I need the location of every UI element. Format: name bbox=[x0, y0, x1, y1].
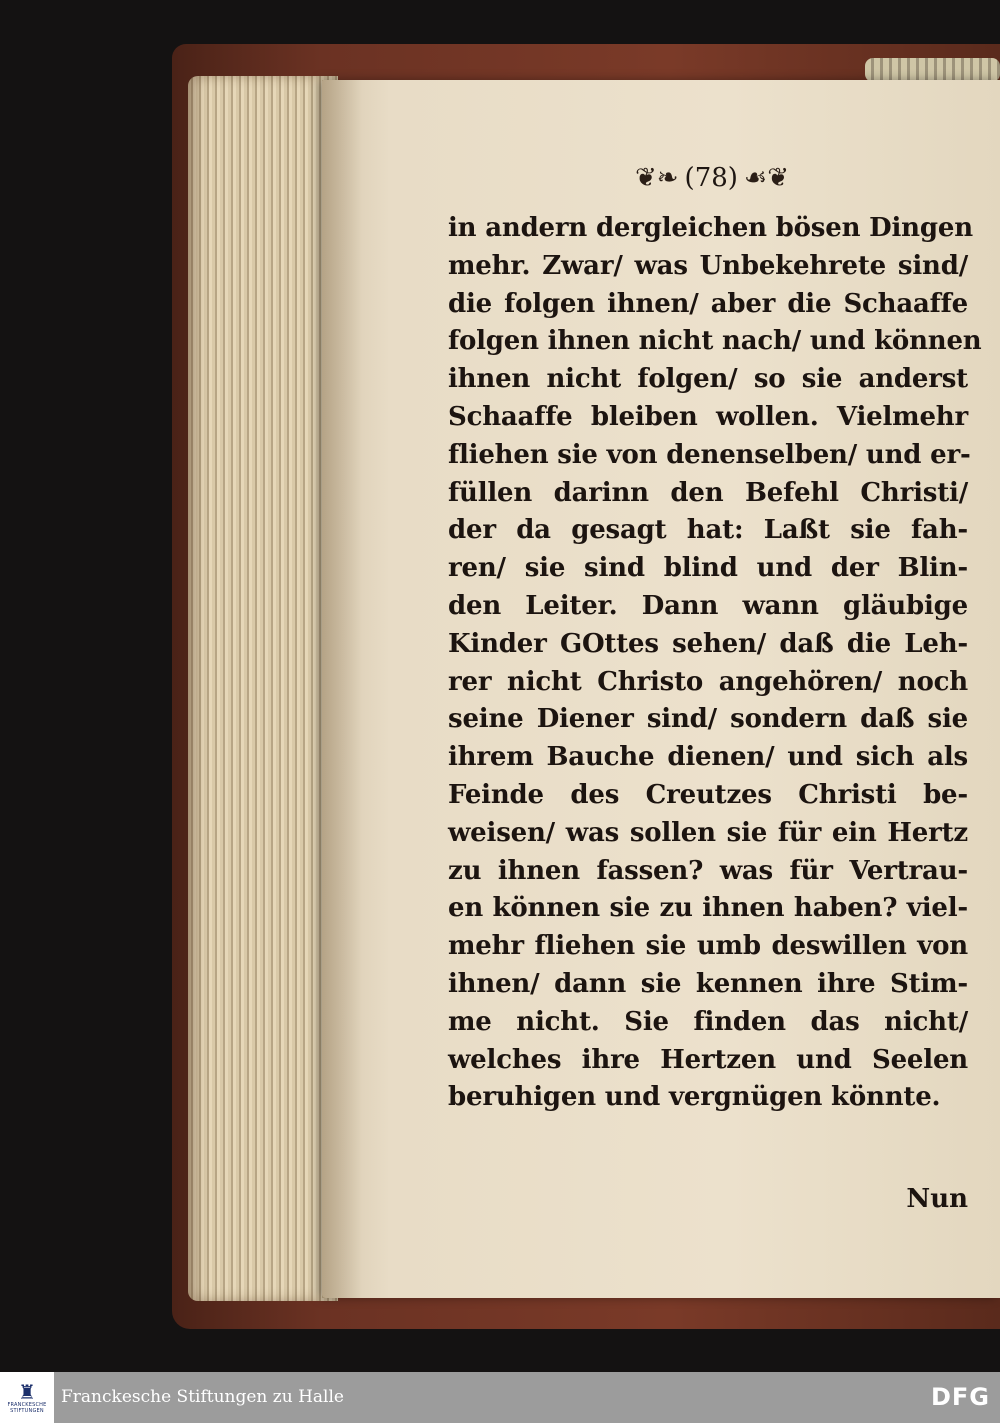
dfg-logo[interactable]: DFG bbox=[930, 1383, 990, 1411]
text-line: welches ihre Hertzen und Seelen bbox=[448, 1044, 968, 1075]
institution-name[interactable]: Franckesche Stiftungen zu Halle bbox=[61, 1387, 344, 1407]
text-line: Kinder GOttes sehen/ daß die Leh- bbox=[448, 628, 968, 659]
text-line: ihnen nicht folgen/ so sie anderst bbox=[448, 364, 968, 395]
book-page bbox=[322, 80, 1000, 1298]
text-line: weisen/ was sollen sie für ein Hertz bbox=[448, 817, 968, 848]
text-line: ihrem Bauche dienen/ und sich als bbox=[448, 742, 968, 773]
text-line: der da gesagt hat: Laßt sie fah- bbox=[448, 515, 968, 546]
text-line: Schaaffe bleiben wollen. Vielmehr bbox=[448, 401, 968, 432]
header-ornament-right: ☙❦ bbox=[743, 163, 790, 193]
gutter-shadow bbox=[322, 80, 362, 1298]
page-number: (78) bbox=[684, 163, 738, 193]
logo-text-line2: STIFTUNGEN bbox=[10, 1407, 44, 1414]
header-ornament-left: ❦❧ bbox=[634, 163, 679, 193]
text-line: füllen darinn den Befehl Christi/ bbox=[448, 477, 968, 508]
institution-emblem-icon: ♜ bbox=[18, 1379, 36, 1404]
text-line: beruhigen und vergnügen könnte. bbox=[448, 1082, 941, 1113]
text-line: fliehen sie von denenselben/ und er- bbox=[448, 439, 971, 470]
text-line: mehr. Zwar/ was Unbekehrete sind/ bbox=[448, 250, 968, 281]
page-header bbox=[612, 158, 812, 198]
text-line: seine Diener sind/ sondern daß sie bbox=[448, 704, 968, 735]
logo-text-line1: FRANCKESCHE bbox=[7, 1401, 47, 1408]
text-line: in andern dergleichen bösen Dingen bbox=[448, 213, 973, 243]
book-headband bbox=[865, 58, 1000, 82]
text-line: en können sie zu ihnen haben? viel- bbox=[448, 893, 968, 924]
catchword: Nun bbox=[906, 1184, 968, 1214]
text-line: folgen ihnen nicht nach/ und können bbox=[448, 326, 982, 357]
text-line: den Leiter. Dann wann gläubige bbox=[448, 590, 968, 621]
page-edges bbox=[188, 76, 338, 1301]
text-line: mehr fliehen sie umb deswillen von bbox=[448, 931, 968, 962]
text-line: zu ihnen fassen? was für Vertrau- bbox=[448, 855, 968, 886]
text-line: ihnen/ dann sie kennen ihre Stim- bbox=[448, 968, 968, 999]
viewer-footer bbox=[0, 1372, 1000, 1423]
text-line: rer nicht Christo angehören/ noch bbox=[448, 666, 968, 697]
institution-logo[interactable] bbox=[0, 1372, 54, 1423]
text-line: Feinde des Creutzes Christi be- bbox=[448, 779, 968, 810]
body-text bbox=[448, 210, 982, 1117]
text-line: ren/ sie sind blind und der Blin- bbox=[448, 553, 968, 584]
text-line: die folgen ihnen/ aber die Schaaffe bbox=[448, 288, 968, 319]
text-line: me nicht. Sie finden das nicht/ bbox=[448, 1006, 968, 1037]
